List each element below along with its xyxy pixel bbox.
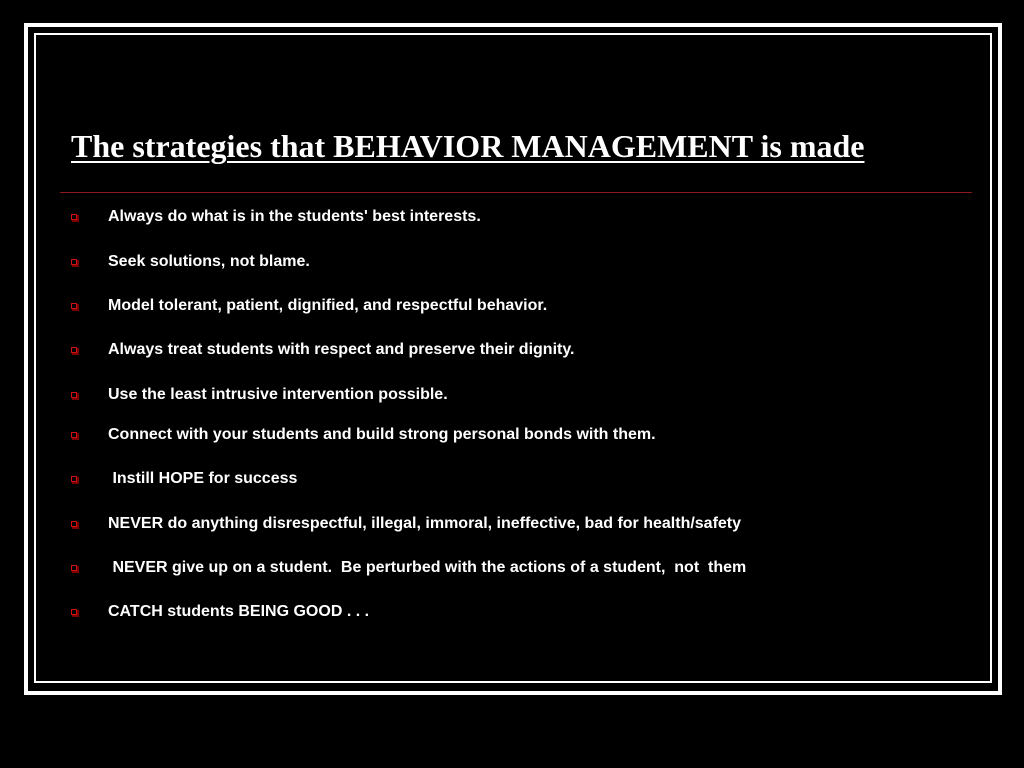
square-bullet-icon — [71, 392, 79, 400]
bullet-text: Always treat students with respect and preserve their dignity. — [108, 341, 575, 358]
bullet-text: Connect with your students and build strong personal bonds with them. — [108, 426, 656, 443]
square-bullet-icon — [71, 214, 79, 222]
square-bullet-icon — [71, 565, 79, 573]
square-bullet-icon — [71, 609, 79, 617]
bullet-item — [71, 295, 547, 317]
bullet-item — [71, 206, 481, 228]
square-bullet-icon — [71, 521, 79, 529]
bullet-item — [71, 557, 746, 579]
square-bullet-icon — [71, 303, 79, 311]
square-bullet-icon — [71, 259, 79, 267]
square-bullet-icon — [71, 476, 79, 484]
bullet-item — [71, 251, 310, 273]
bullet-item — [71, 339, 575, 361]
bullet-item — [71, 468, 297, 490]
bullet-text: Use the least intrusive intervention possible. — [108, 386, 448, 403]
slide-title: The strategies that BEHAVIOR MANAGEMENT is made — [71, 128, 865, 164]
bullet-item — [71, 513, 741, 535]
bullet-text: Seek solutions, not blame. — [108, 253, 310, 270]
bullet-text: CATCH students BEING GOOD . . . — [108, 603, 370, 620]
square-bullet-icon — [71, 432, 79, 440]
square-bullet-icon — [71, 347, 79, 355]
bullet-item — [71, 424, 656, 446]
bullet-text: NEVER give up on a student. Be perturbed with the actions of a student, not them — [108, 559, 747, 576]
bullet-item — [71, 384, 448, 406]
bullet-text: NEVER do anything disrespectful, illegal, immoral, ineffective, bad for health/safety — [108, 515, 742, 532]
bullet-item — [71, 601, 369, 623]
bullet-text: Always do what is in the students' best interests. — [108, 208, 481, 225]
bullet-text: Instill HOPE for success — [108, 470, 298, 487]
bullet-text: Model tolerant, patient, dignified, and respectful behavior. — [108, 297, 548, 314]
title-divider — [60, 192, 972, 193]
